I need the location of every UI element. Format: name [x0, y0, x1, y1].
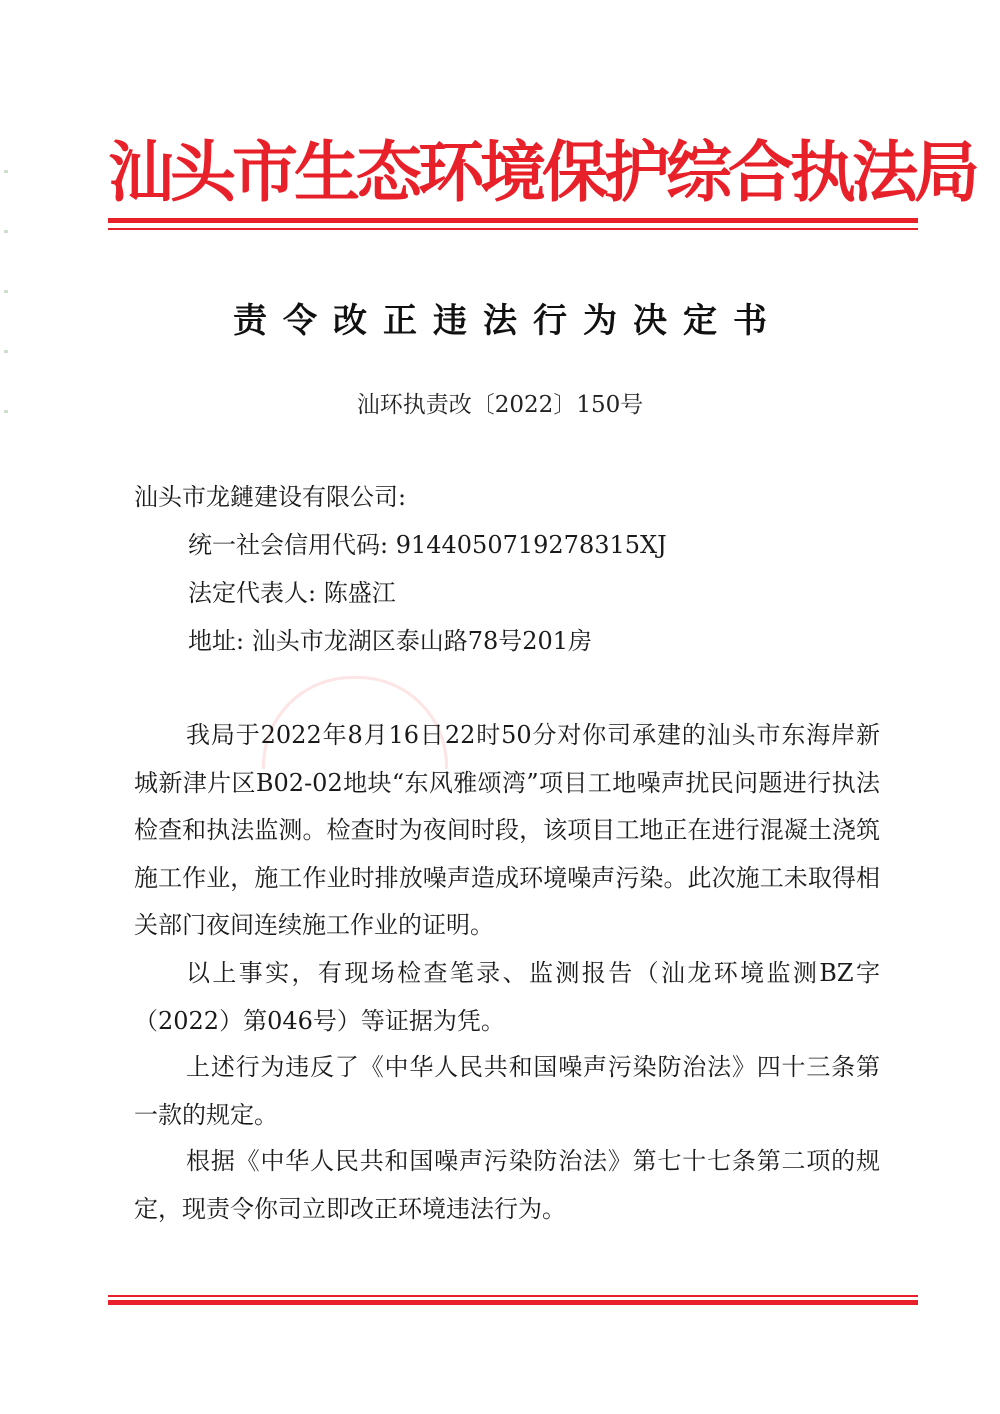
legal-representative: 法定代表人: 陈盛江 — [188, 579, 396, 607]
letterhead-rule-thin — [108, 228, 918, 230]
address: 地址: 汕头市龙湖区泰山路78号201房 — [188, 627, 593, 655]
body-paragraph-order: 根据《中华人民共和国噪声污染防治法》第七十七条第二项的规定，现责令你司立即改正环境违法行为。 — [134, 1147, 880, 1223]
addressee: 汕头市龙鏈建设有限公司: — [134, 483, 407, 511]
body-paragraph-evidence: 以上事实，有现场检查笔录、监测报告（汕龙环境监测BZ字（2022）第046号）等证据为凭。 — [134, 959, 880, 1035]
letterhead-rule-thick — [108, 218, 918, 223]
document-title: 责令改正违法行为决定书 — [233, 301, 783, 341]
footer-rule-thick — [108, 1300, 918, 1305]
body-paragraph-facts: 我局于2022年8月16日22时50分对你司承建的汕头市东海岸新城新津片区B02-02地块“东风雅颂湾”项目工地噪声扰民问题进行执法检查和执法监测。检查时为夜间时段，该项目工地正在进行混凝土浇筑施工作业，施工作业时排放噪声造成环境噪声污染。此次施工未取得相关部门夜间连续施工作业的证明。 — [134, 721, 880, 939]
document-number: 汕环执责改〔2022〕150号 — [356, 392, 644, 418]
credit-code: 统一社会信用代码: 9144050719278315XJ — [188, 531, 667, 559]
agency-letterhead: 汕头市生态环境保护综合执法局 — [108, 134, 976, 211]
body-paragraph-violation: 上述行为违反了《中华人民共和国噪声污染防治法》四十三条第一款的规定。 — [134, 1053, 880, 1129]
footer-rule-thin — [108, 1295, 918, 1297]
